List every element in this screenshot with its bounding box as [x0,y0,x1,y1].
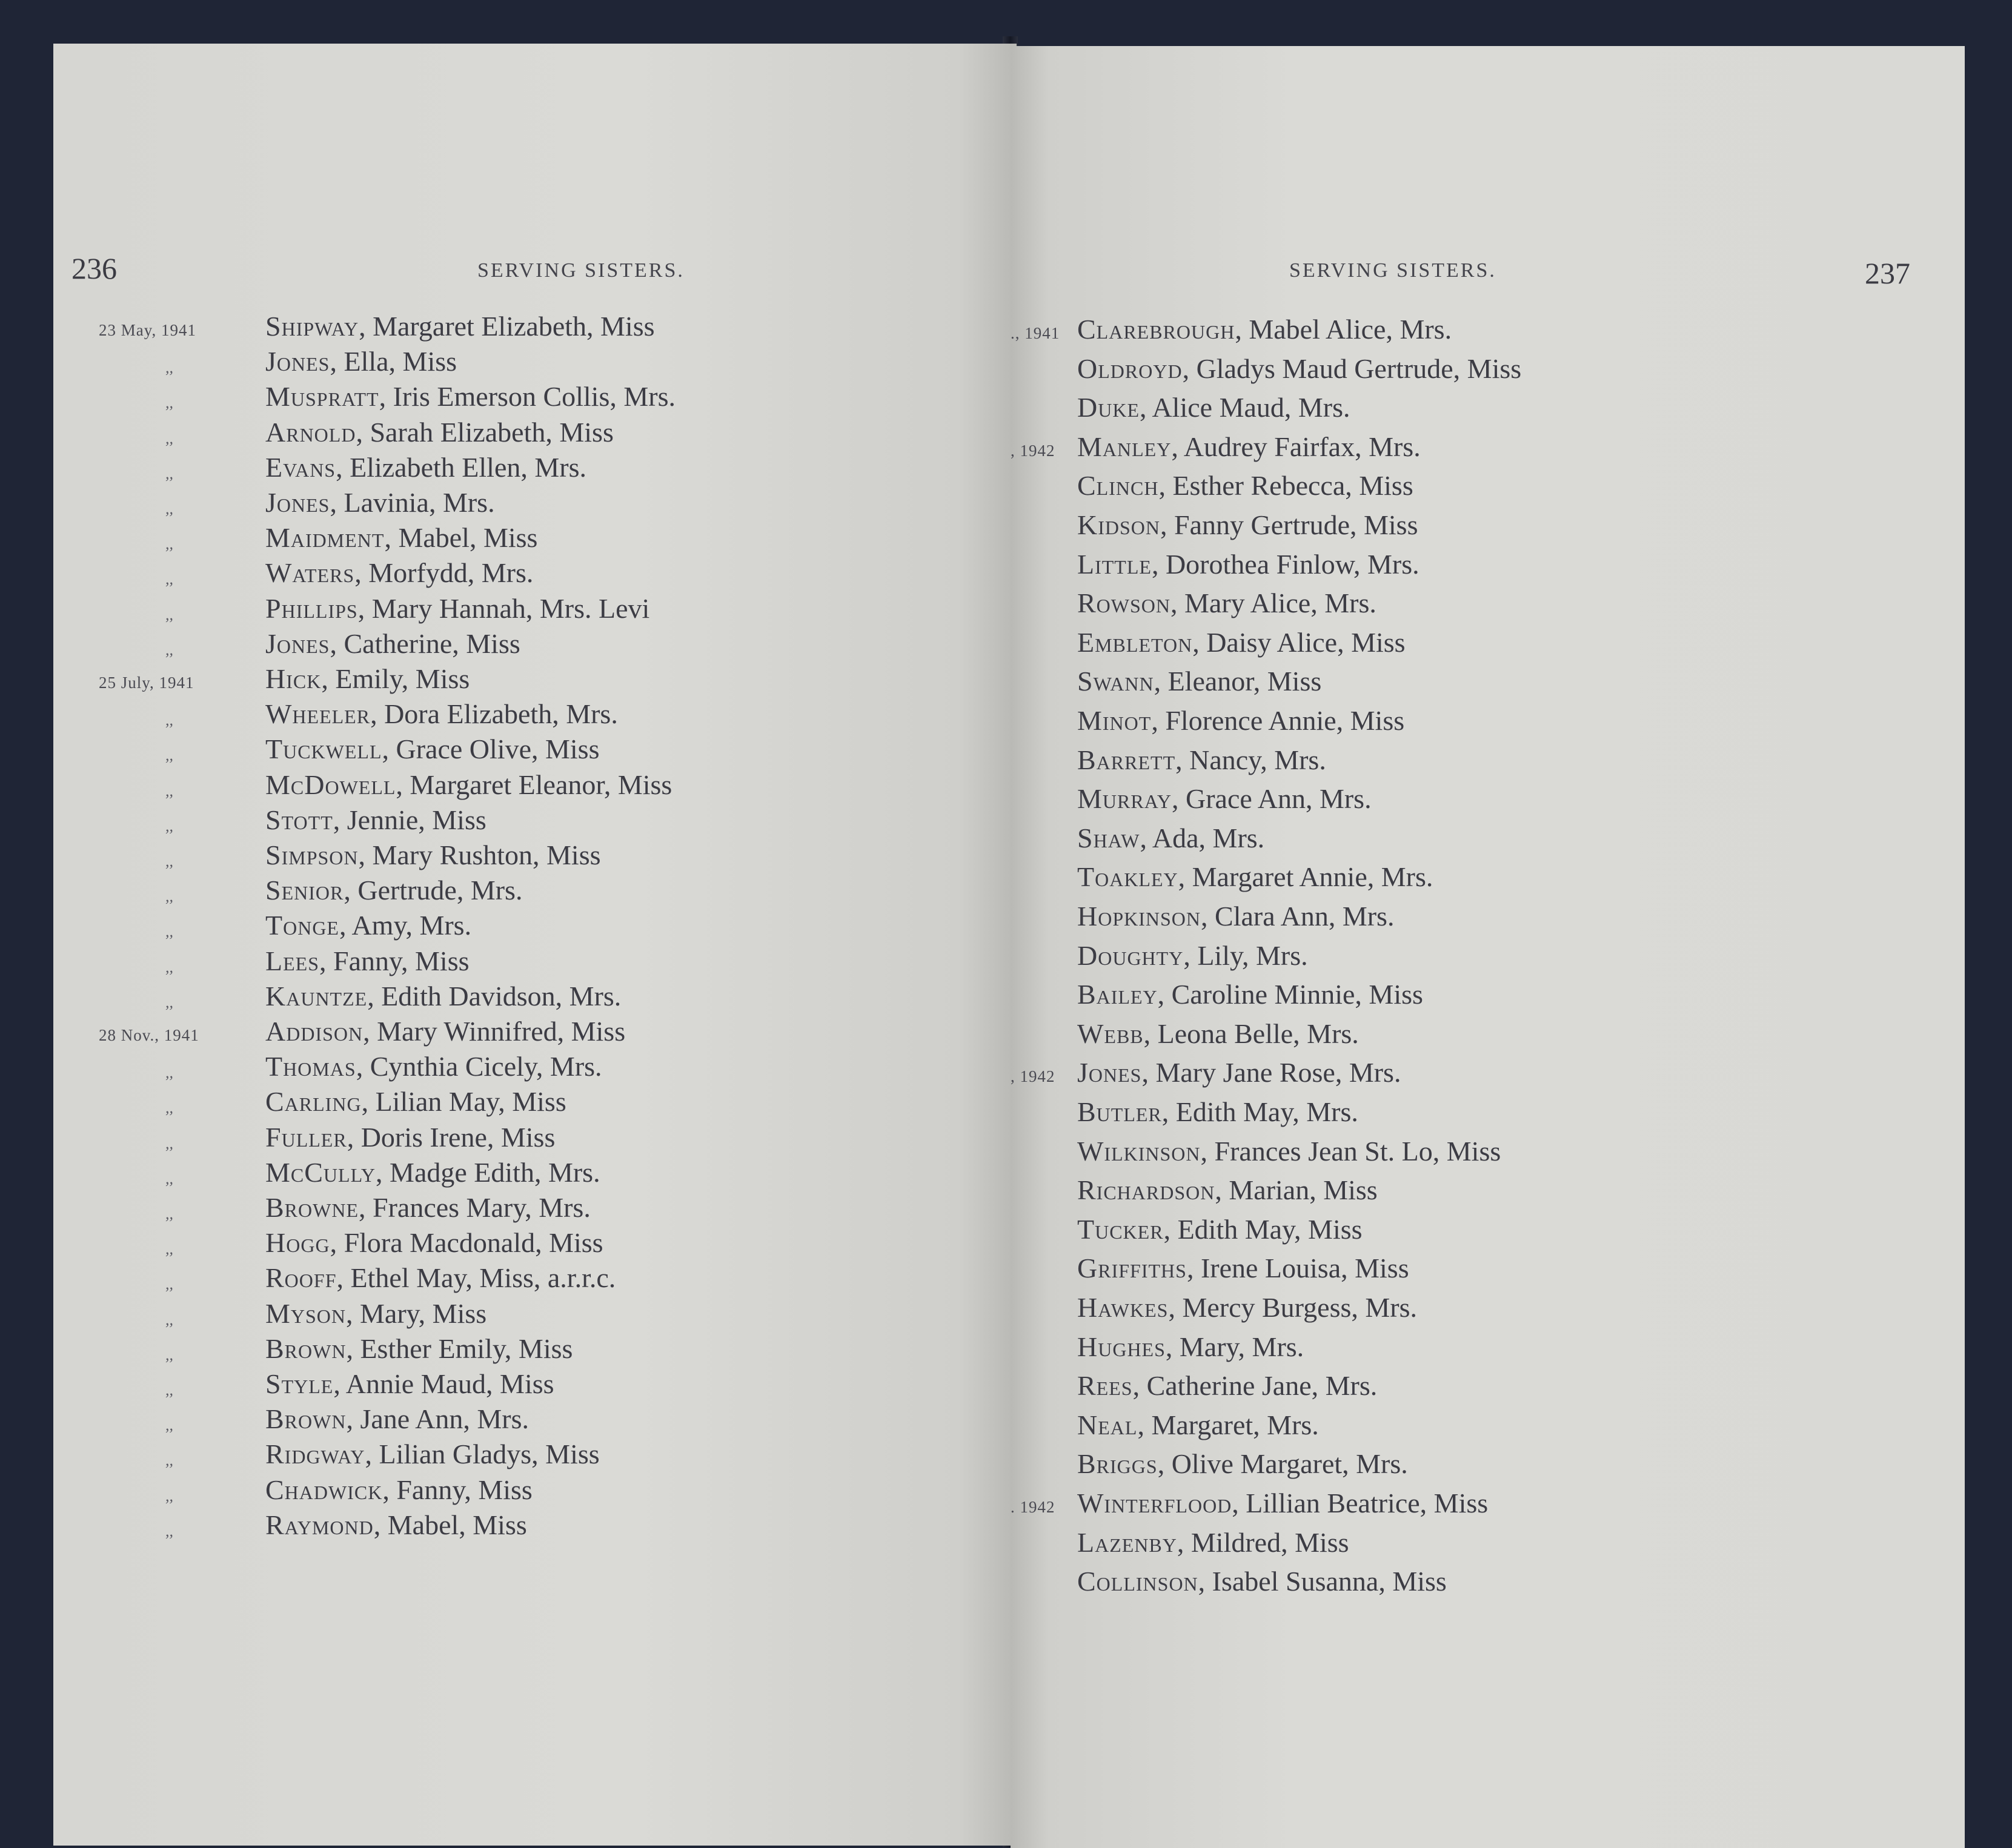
entry-name [1077,1331,1304,1363]
ditto-mark: ,, [165,1451,173,1469]
entry-given-names: , Doris Irene, Miss [347,1121,556,1153]
right-page [1011,46,1965,1848]
entry-surname: Winterflood [1077,1488,1232,1518]
entry-surname: Senior [265,875,344,906]
entry-surname: Rooff [265,1262,337,1294]
entry-surname: Muspratt [265,381,379,412]
entry-name [1077,704,1404,737]
entry-name [1077,1252,1409,1284]
entry-given-names: , Lilian May, Miss [361,1086,566,1118]
entry-given-names: , Annie Maud, Miss [333,1368,554,1399]
entry-name [265,663,470,695]
entry-surname: Bailey [1077,979,1158,1010]
entry-given-names: , Amy, Mrs. [339,910,472,941]
entry-name [1077,900,1394,932]
entry-given-names: , Catherine Jane, Mrs. [1132,1370,1378,1402]
entry-surname: Waters [265,557,355,589]
entry-given-names: , Marian, Miss [1215,1174,1378,1206]
entry-name [265,1297,486,1330]
entry-given-names: , Esther Emily, Miss [346,1333,573,1364]
entry-surname: Hughes [1077,1331,1166,1362]
entry-name [1077,1291,1417,1323]
entry-surname: Hawkes [1077,1292,1169,1323]
entry-surname: Wheeler [265,698,371,730]
page-number: 236 [71,251,117,285]
entry-surname: Tucker [1077,1213,1164,1245]
entry-given-names: , Florence Annie, Miss [1151,705,1405,736]
entry-surname: Carling [265,1086,362,1118]
entry-surname: Arnold [265,416,356,448]
entry-given-names: , Madge Edith, Mrs. [376,1156,600,1188]
entry-name [265,1262,616,1294]
entry-surname: Hick [265,663,322,694]
entry-given-names: , Ada, Mrs. [1140,822,1265,853]
entry-given-names: , Lilian Gladys, Miss [365,1439,600,1470]
entry-surname: Clinch [1077,470,1159,502]
ditto-mark: ,, [165,1275,173,1293]
entry-given-names: , Esther Rebecca, Miss [1158,470,1413,502]
entry-surname: Addison [265,1016,364,1047]
ditto-mark: ,, [165,640,173,658]
entry-name [265,592,649,624]
entry-surname: Wilkinson [1077,1135,1201,1167]
entry-given-names: , Daisy Alice, Miss [1192,626,1406,658]
entry-surname: Myson [265,1297,347,1329]
ditto-mark: ,, [165,1134,173,1152]
entry-given-names: , Nancy, Mrs. [1175,744,1326,775]
entry-surname: Jones [265,346,330,377]
entry-surname: Neal [1077,1409,1138,1440]
entry-surname: Richardson [1077,1174,1215,1206]
entry-name [265,451,586,483]
entry-surname: Brown [265,1333,347,1364]
left-page [53,44,1017,1846]
entry-surname: Browne [265,1192,359,1223]
entry-name [1077,939,1308,972]
entry-given-names: , Jennie, Miss [333,804,486,835]
entry-name [265,522,537,554]
entry-name [1077,1018,1359,1050]
entry-surname: Hopkinson [1077,901,1201,932]
entry-name [265,839,601,871]
ditto-mark: ,, [165,711,173,729]
entry-name [1077,783,1372,815]
ditto-mark: ,, [165,500,173,517]
entry-surname: Tuckwell [265,734,382,765]
ditto-mark: ,, [165,1205,173,1222]
ditto-mark: ,, [165,922,173,941]
ditto-mark: ,, [165,394,173,412]
entry-given-names: , Ella, Miss [330,346,457,377]
entry-name [1077,1409,1319,1441]
entry-surname: McCully [265,1156,376,1188]
entry-surname: Hogg [265,1227,330,1259]
entry-name [265,733,600,765]
entry-given-names: , Fanny, Miss [382,1474,533,1505]
entry-given-names: , Frances Jean St. Lo, Miss [1200,1135,1501,1167]
entry-surname: McDowell [265,769,396,800]
running-head: SERVING SISTERS. [477,259,685,282]
entry-given-names: , Mary Alice, Mrs. [1170,588,1376,619]
entry-name [1077,822,1264,854]
entry-surname: Fuller [265,1121,347,1153]
entry-given-names: , Margaret Elizabeth, Miss [359,311,655,342]
entry-given-names: , Emily, Miss [321,663,470,694]
entry-surname: Tonge [265,910,339,941]
entry-surname: Shaw [1077,822,1140,853]
entry-given-names: , Alice Maud, Mrs. [1140,392,1350,423]
ditto-mark: ,, [165,781,173,800]
entry-surname: Collinson [1077,1566,1198,1597]
entry-name [265,1050,602,1082]
page-number: 237 [1865,256,1910,290]
ditto-mark: ,, [165,464,173,482]
entry-given-names: , Lily, Mrs. [1183,939,1308,971]
entry-name [265,310,655,342]
entry-name [1077,861,1433,893]
entry-given-names: , Sarah Elizabeth, Miss [356,416,614,448]
entry-given-names: , Edith Davidson, Mrs. [367,980,622,1012]
entry-name [1077,1056,1401,1088]
entry-name [265,698,618,730]
entry-given-names: , Caroline Minnie, Miss [1157,979,1423,1010]
entry-name [1077,1213,1363,1245]
entry-given-names: , Mary Winnifred, Miss [363,1016,626,1047]
running-head: SERVING SISTERS. [1289,259,1496,282]
entry-surname: Oldroyd [1077,353,1183,384]
entry-name [1077,353,1521,385]
entry-name [1077,548,1419,580]
entry-name [265,345,457,377]
entry-surname: Toakley [1077,861,1178,893]
entry-given-names: , Leona Belle, Mrs. [1143,1018,1359,1049]
entry-name [1077,431,1421,463]
entry-given-names: , Audrey Fairfax, Mrs. [1171,431,1421,462]
entry-surname: Style [265,1368,334,1399]
entry-name [265,1368,554,1400]
entry-surname: Minot [1077,705,1152,736]
ditto-mark: ,, [165,1169,173,1187]
entry-given-names: , Margaret Eleanor, Miss [396,769,672,800]
ditto-mark: ,, [165,605,173,623]
entry-name [265,945,470,977]
entry-given-names: , Mabel, Miss [384,522,538,554]
entry-given-names: , Iris Emerson Collis, Mrs. [379,381,676,412]
entry-surname: Duke [1077,392,1140,423]
entry-surname: Embleton [1077,626,1193,658]
entry-surname: Ridgway [265,1439,365,1470]
entry-surname: Simpson [265,840,359,870]
entry-given-names: , Grace Ann, Mrs. [1171,783,1372,815]
entry-name [1077,509,1418,541]
entry-name [265,1403,529,1435]
entry-given-names: , Cynthia Cicely, Mrs. [356,1051,602,1082]
entry-name [1077,1174,1378,1206]
entry-name [265,1085,566,1118]
entry-name [265,1156,600,1188]
entry-name [265,628,520,660]
entry-surname: Clarebrough [1077,314,1235,345]
entry-name [265,874,522,906]
entry-name [265,1509,527,1541]
entry-surname: Manley [1077,431,1172,462]
ditto-mark: ,, [165,816,173,835]
entry-name [265,1121,555,1153]
entry-given-names: , Edith May, Mrs. [1161,1096,1358,1127]
entry-surname: Rees [1077,1370,1133,1402]
entry-surname: Thomas [265,1051,356,1082]
entry-given-names: , Mary, Mrs. [1165,1331,1304,1362]
entry-surname: Jones [265,628,330,659]
entry-name [265,980,621,1012]
entry-name [265,557,533,589]
ditto-mark: ,, [165,887,173,906]
ditto-mark: ,, [165,852,173,870]
entry-given-names: , Eleanor, Miss [1154,666,1322,697]
ditto-mark: ,, [165,1345,173,1363]
entry-given-names: , Gladys Maud Gertrude, Miss [1182,353,1522,384]
entry-given-names: , Edith May, Miss [1163,1213,1363,1245]
entry-name [1077,1369,1377,1402]
entry-name [1077,978,1423,1010]
entry-name [265,1227,603,1259]
entry-given-names: , Frances Mary, Mrs. [359,1192,591,1223]
entry-given-names: , Grace Olive, Miss [382,734,600,765]
ditto-mark: ,, [165,1099,173,1117]
entry-name [1077,744,1326,776]
entry-surname: Jones [265,487,330,518]
entry-given-names: , Dora Elizabeth, Mrs. [370,698,618,730]
ditto-mark: ,, [165,958,173,976]
entry-given-names: , Mercy Burgess, Mrs. [1168,1292,1418,1323]
entry-given-names: , Mary, Miss [346,1297,487,1329]
entry-surname: Webb [1077,1018,1144,1049]
entry-date: 23 May, 1941 [99,321,196,339]
entry-surname: Doughty [1077,939,1184,971]
entry-name [265,380,676,412]
entry-given-names: , Clara Ann, Mrs. [1201,901,1395,932]
ditto-mark: ,, [165,1522,173,1540]
entry-surname: Evans [265,451,336,483]
entry-date: 25 July, 1941 [99,674,194,692]
entry-name [1077,1135,1501,1167]
entry-surname: Rowson [1077,588,1171,619]
entry-date: 28 Nov., 1941 [99,1026,199,1044]
entry-name [1077,1487,1488,1519]
ditto-mark: ,, [165,570,173,588]
entry-name [265,769,672,801]
entry-name [1077,587,1376,619]
entry-given-names: , Margaret Annie, Mrs. [1178,861,1433,893]
entry-name [265,1474,533,1506]
entry-name [265,1438,600,1470]
entry-given-names: , Mary Rushton, Miss [358,840,601,870]
entry-name [1077,469,1413,502]
ditto-mark: ,, [165,1486,173,1505]
entry-given-names: , Margaret, Mrs. [1137,1409,1319,1440]
ditto-mark: ,, [165,746,173,764]
ditto-mark: ,, [165,1310,173,1328]
entry-given-names: , Morfydd, Mrs. [354,557,534,589]
entry-surname: Shipway [265,311,359,342]
entry-name [265,416,614,448]
entry-surname: Phillips [265,592,358,624]
entry-name [265,804,486,836]
ditto-mark: ,, [165,1240,173,1258]
entry-name [265,1333,573,1365]
entry-given-names: , Ethel May, Miss, a.r.r.c. [336,1262,616,1294]
entry-date: , 1942 [1011,1067,1055,1086]
entry-name [265,1015,625,1047]
entry-surname: Butler [1077,1096,1162,1127]
entry-date: , 1942 [1011,441,1055,460]
entry-name [1077,1448,1408,1480]
entry-given-names: , Dorothea Finlow, Mrs. [1151,548,1419,580]
ditto-mark: ,, [165,359,173,377]
entry-given-names: , Fanny, Miss [319,945,470,976]
ditto-mark: ,, [165,1381,173,1399]
entry-surname: Stott [265,804,333,835]
entry-surname: Lees [265,945,319,976]
entry-name [1077,391,1350,423]
entry-surname: Swann [1077,666,1154,697]
entry-surname: Barrett [1077,744,1176,775]
entry-surname: Brown [265,1403,347,1435]
entry-given-names: , Mabel Alice, Mrs. [1235,314,1452,345]
ditto-mark: ,, [165,535,173,553]
entry-given-names: , Catherine, Miss [330,628,520,659]
entry-surname: Chadwick [265,1474,383,1505]
entry-given-names: , Lavinia, Mrs. [330,487,495,518]
entry-surname: Briggs [1077,1448,1158,1480]
entry-surname: Maidment [265,522,385,554]
ditto-mark: ,, [165,429,173,447]
entry-given-names: , Flora Macdonald, Miss [330,1227,603,1259]
entry-given-names: , Mildred, Miss [1177,1526,1349,1558]
entry-given-names: , Lillian Beatrice, Miss [1232,1488,1489,1518]
entry-surname: Kidson [1077,509,1161,540]
entry-name [265,486,495,518]
entry-name [1077,313,1452,345]
entry-surname: Jones [1077,1057,1142,1088]
entry-name [1077,1565,1447,1597]
entry-date: . 1942 [1011,1498,1055,1516]
entry-surname: Little [1077,548,1152,580]
entry-surname: Murray [1077,783,1172,815]
entry-given-names: , Mary Jane Rose, Mrs. [1141,1057,1401,1088]
entry-given-names: , Mary Hannah, Mrs. Levi [357,592,650,624]
entry-surname: Kauntze [265,980,368,1012]
ditto-mark: ,, [165,1064,173,1082]
entry-name [1077,665,1321,697]
entry-name [265,909,471,941]
entry-given-names: , Irene Louisa, Miss [1186,1253,1409,1284]
entry-name [1077,1526,1349,1558]
entry-name [1077,1096,1358,1128]
entry-given-names: , Fanny Gertrude, Miss [1160,509,1418,540]
entry-name [1077,626,1406,658]
ditto-mark: ,, [165,1416,173,1434]
entry-given-names: , Gertrude, Mrs. [344,875,523,906]
entry-given-names: , Isabel Susanna, Miss [1198,1566,1447,1597]
entry-given-names: , Jane Ann, Mrs. [346,1403,529,1435]
entry-given-names: , Mabel, Miss [373,1509,527,1540]
entry-given-names: , Olive Margaret, Mrs. [1157,1448,1408,1480]
entry-surname: Lazenby [1077,1526,1177,1558]
entry-name [265,1191,591,1224]
entry-date: ., 1941 [1011,324,1060,342]
entry-surname: Raymond [265,1509,374,1540]
ditto-mark: ,, [165,993,173,1011]
entry-given-names: , Elizabeth Ellen, Mrs. [336,451,586,483]
entry-surname: Griffiths [1077,1253,1187,1284]
